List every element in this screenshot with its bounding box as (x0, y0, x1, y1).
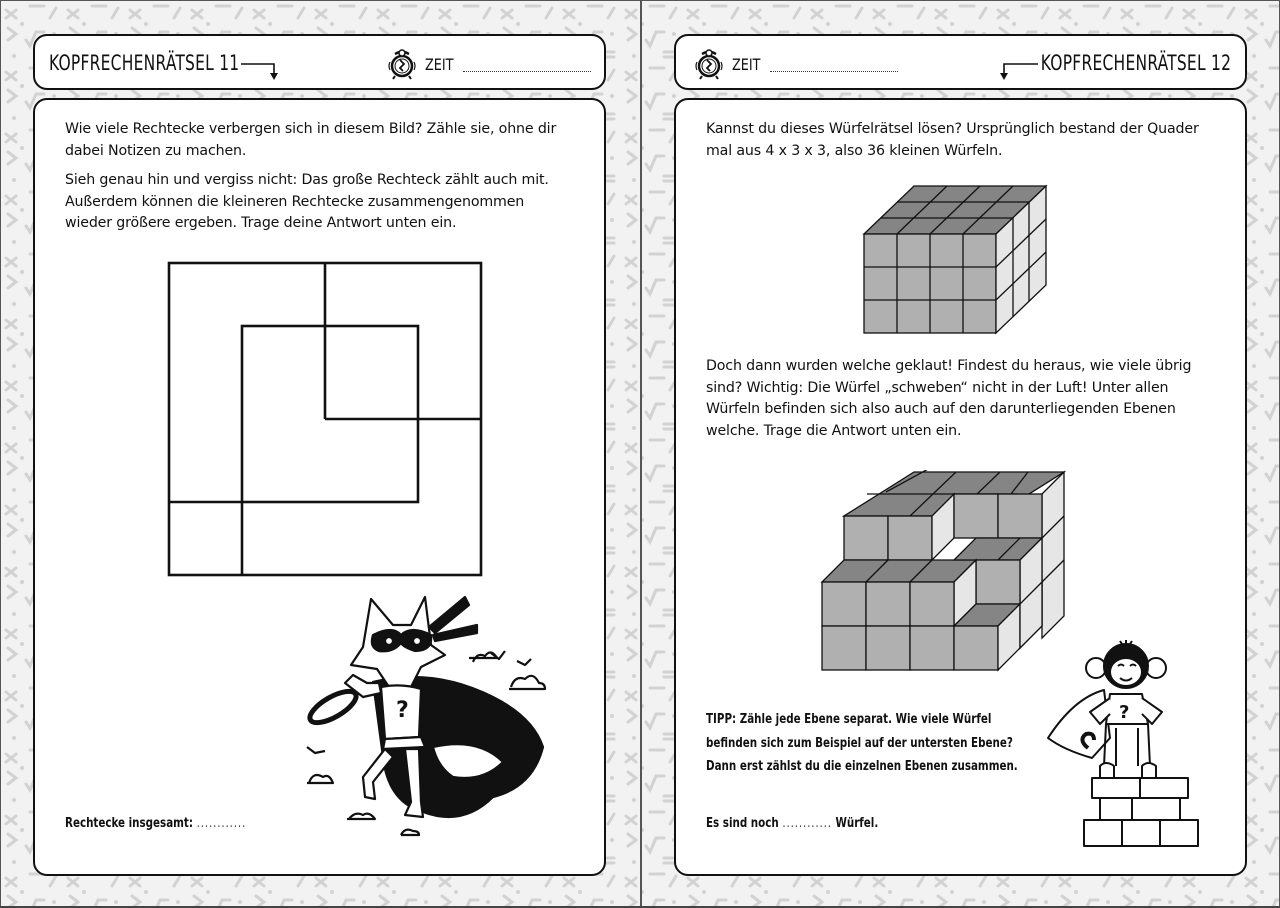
time-input[interactable] (770, 57, 898, 72)
answer-input[interactable]: ............ (782, 815, 832, 831)
time-label: ZEIT (425, 54, 454, 74)
time-input[interactable] (463, 57, 591, 72)
page-title: KOPFRECHENRÄTSEL 11 (49, 51, 240, 75)
full-cuboid-figure (862, 184, 1052, 336)
svg-text:?: ? (1119, 702, 1130, 723)
tip-text: TIPP: Zähle jede Ebene separat. Wie viele Würfel befinden sich zum Beispiel auf der untersten Ebene? Dann erst zählst du die einzelnen Ebenen zusammen. (706, 711, 1018, 774)
left-header (33, 34, 606, 90)
page-title: KOPFRECHENRÄTSEL 12 (1040, 51, 1231, 75)
time-field (387, 48, 591, 80)
instructions-text: Sieh genau hin und vergiss nicht: Das große Rechteck zählt auch mit. Außerdem können die kleineren Rechtecke zusammengenommen wieder größere ergeben. Trage deine Antwort unten ein. (65, 172, 549, 231)
answer-prefix: Es sind noch (706, 815, 779, 831)
time-label: ZEIT (732, 54, 761, 74)
svg-text:?: ? (396, 698, 409, 723)
answer-row (65, 812, 246, 836)
answer-suffix: Würfel. (835, 815, 879, 831)
arrow-down-left-icon (998, 56, 1040, 82)
superhero-monkey-illustration (1044, 638, 1209, 848)
question-text: Doch dann wurden welche geklaut! Findest du heraus, wie viele übrig sind? Wichtig: Die Würfel „schweben“ nicht in der Luft! Unter allen Würfeln befinden sich also auch auf den darunterliegenden Ebenen welche. Trage die Antwort unten ein. (706, 358, 1192, 439)
rectangle-puzzle-figure (167, 261, 485, 579)
partial-cuboid-figure (820, 470, 1070, 676)
left-content (33, 98, 606, 876)
answer-label: Rechtecke insgesamt: (65, 815, 194, 831)
right-content (674, 98, 1247, 876)
alarm-clock-icon (387, 48, 417, 80)
intro-text: Kannst du dieses Würfelrätsel lösen? Ursprünglich bestand der Quader mal aus 4 x 3 x 3, also 36 kleinen Würfeln. (706, 121, 1199, 159)
alarm-clock-icon (694, 48, 724, 80)
page-divider (640, 0, 642, 908)
answer-input[interactable]: ............ (196, 815, 247, 831)
time-field (694, 48, 898, 80)
answer-row (706, 812, 878, 836)
superhero-fox-illustration (293, 587, 563, 837)
intro-text: Wie viele Rechtecke verbergen sich in diesem Bild? Zähle sie, ohne dir dabei Notizen zu machen. (65, 121, 557, 159)
right-header (674, 34, 1247, 90)
arrow-down-right-icon (240, 56, 280, 82)
